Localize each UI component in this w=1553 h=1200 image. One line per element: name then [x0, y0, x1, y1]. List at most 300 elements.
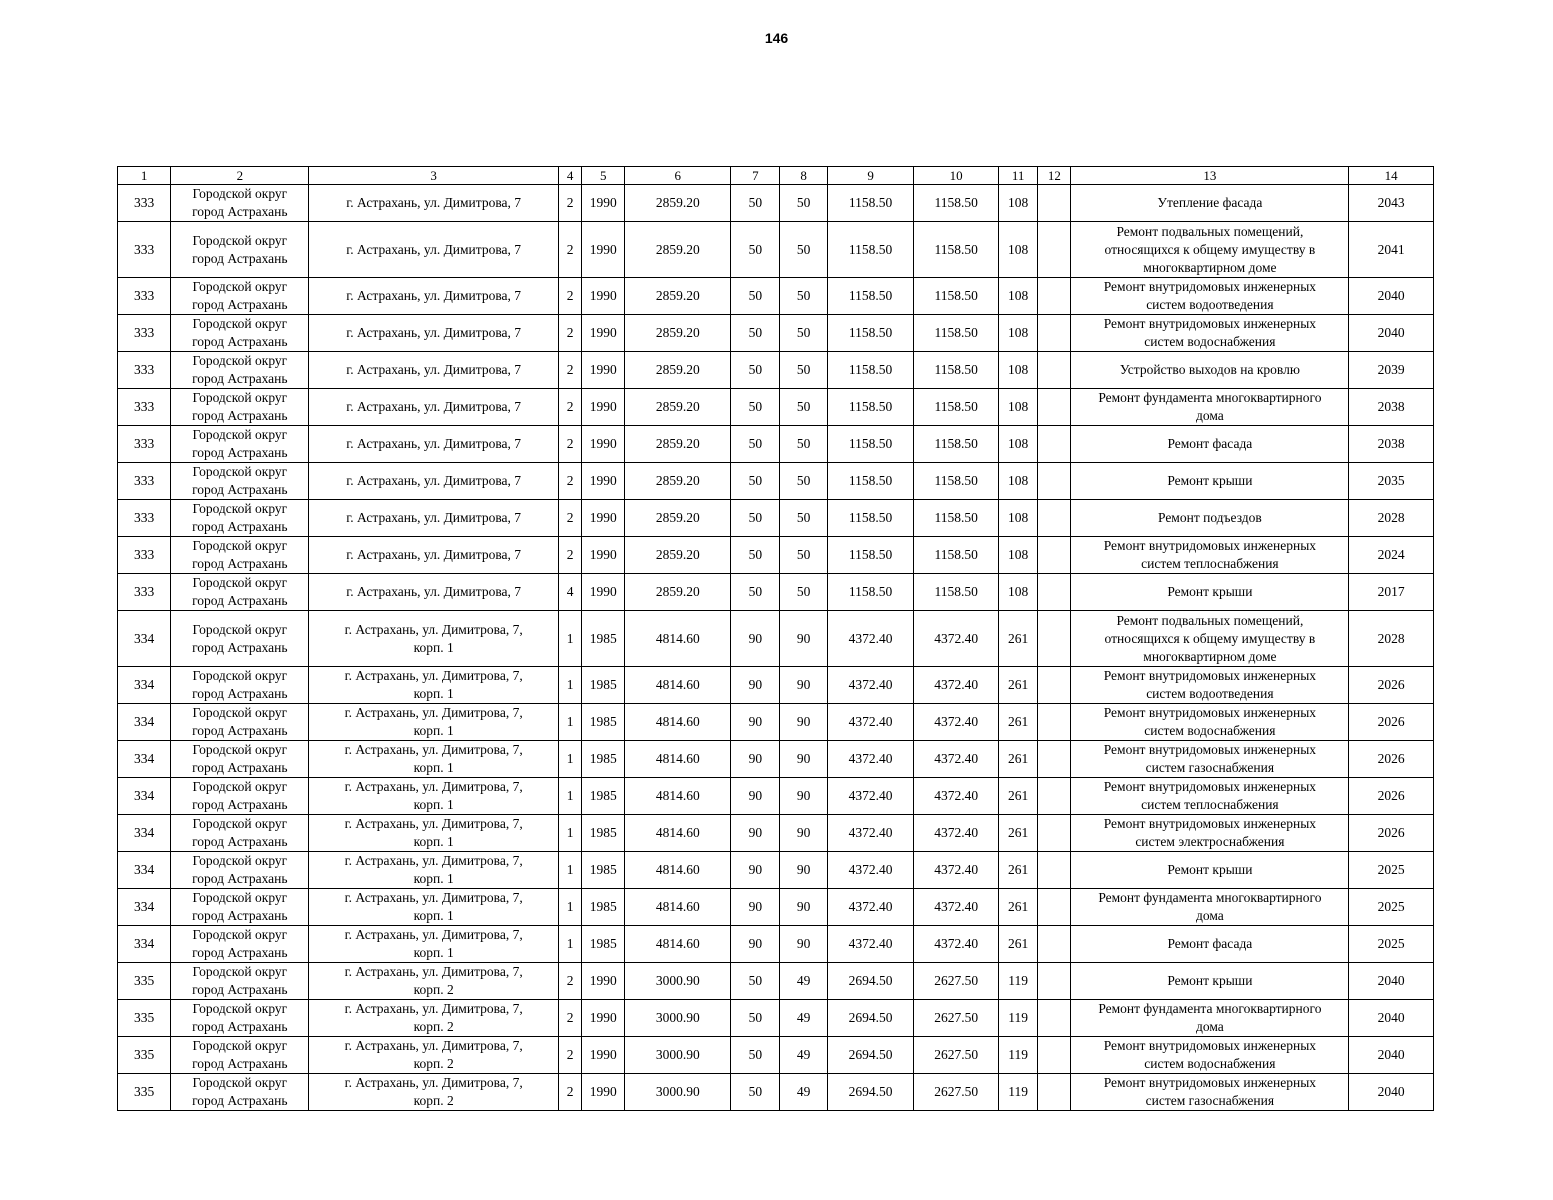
table-row [118, 1074, 1434, 1111]
work-type-cell [1071, 741, 1349, 778]
work-type-line: Ремонт внутридомовых инженерных [1103, 1038, 1317, 1053]
municipality-line: город Астрахань [192, 445, 288, 460]
planned-year-cell: 2026 [1349, 815, 1434, 852]
municipality-line: Городской округ [192, 779, 288, 794]
address-cell [309, 574, 559, 611]
year-cell: 1985 [582, 611, 625, 667]
living-area-cell: 2694.50 [827, 963, 914, 1000]
living-area-cell: 4372.40 [827, 704, 914, 741]
col12-cell [1038, 926, 1071, 963]
municipality-line: Городской округ [192, 668, 288, 683]
year-cell: 1985 [582, 704, 625, 741]
planned-year-cell: 2038 [1349, 426, 1434, 463]
record-number-cell: 335 [118, 963, 171, 1000]
living-area-cell: 1158.50 [827, 185, 914, 222]
address-line: г. Астрахань, ул. Димитрова, 7 [346, 399, 522, 414]
address-cell [309, 222, 559, 278]
flats-private-cell: 90 [780, 741, 827, 778]
municipality-line: Городской округ [192, 353, 288, 368]
municipality-line: город Астрахань [192, 1019, 288, 1034]
year-cell: 1990 [582, 278, 625, 315]
flats-cell: 90 [731, 667, 780, 704]
address-line: г. Астрахань, ул. Димитрова, 7 [346, 325, 522, 340]
flats-cell: 50 [731, 1074, 780, 1111]
work-type-cell [1071, 537, 1349, 574]
floors-cell: 2 [559, 963, 582, 1000]
municipality-line: город Астрахань [192, 297, 288, 312]
flats-private-cell: 49 [780, 963, 827, 1000]
floors-cell: 2 [559, 500, 582, 537]
municipality-line: город Астрахань [192, 945, 288, 960]
floors-cell: 2 [559, 278, 582, 315]
floors-cell: 1 [559, 704, 582, 741]
total-area-cell: 4814.60 [625, 889, 731, 926]
flats-private-cell: 90 [780, 667, 827, 704]
col12-cell [1038, 815, 1071, 852]
address-cell [309, 963, 559, 1000]
record-number-cell: 333 [118, 278, 171, 315]
table-row [118, 704, 1434, 741]
planned-year-cell: 2043 [1349, 185, 1434, 222]
year-cell: 1985 [582, 667, 625, 704]
address-line: г. Астрахань, ул. Димитрова, 7, [344, 964, 523, 979]
address-line: г. Астрахань, ул. Димитрова, 7, [344, 705, 523, 720]
work-type-line: Ремонт крыши [1167, 473, 1253, 488]
total-area-cell: 2859.20 [625, 574, 731, 611]
residents-cell: 108 [998, 352, 1037, 389]
address-cell [309, 315, 559, 352]
record-number-cell: 333 [118, 389, 171, 426]
table-row [118, 889, 1434, 926]
municipality-cell [171, 315, 309, 352]
living-area-cell: 1158.50 [827, 222, 914, 278]
work-type-line: Ремонт фасада [1167, 436, 1253, 451]
living-area-cell: 1158.50 [827, 537, 914, 574]
flats-cell: 90 [731, 852, 780, 889]
year-cell: 1985 [582, 852, 625, 889]
col12-cell [1038, 852, 1071, 889]
table-row [118, 426, 1434, 463]
work-type-line: Ремонт подвальных помещений, [1116, 223, 1304, 239]
record-number-cell: 333 [118, 315, 171, 352]
work-type-cell [1071, 278, 1349, 315]
total-area-cell: 3000.90 [625, 963, 731, 1000]
living-area-private-cell: 1158.50 [914, 389, 999, 426]
municipality-line: город Астрахань [192, 1093, 288, 1108]
planned-year-cell: 2026 [1349, 667, 1434, 704]
address-cell [309, 852, 559, 889]
year-cell: 1990 [582, 1074, 625, 1111]
work-type-cell [1071, 1000, 1349, 1037]
address-cell [309, 926, 559, 963]
municipality-line: город Астрахань [192, 639, 288, 655]
municipality-line: Городской округ [192, 186, 288, 201]
work-type-line: относящихся к общему имуществу в [1104, 630, 1316, 646]
flats-private-cell: 50 [780, 352, 827, 389]
flats-cell: 50 [731, 278, 780, 315]
municipality-cell [171, 1037, 309, 1074]
col12-cell [1038, 278, 1071, 315]
municipality-cell [171, 185, 309, 222]
header-cell: 12 [1038, 167, 1071, 185]
record-number-cell: 334 [118, 611, 171, 667]
work-type-line: дома [1195, 408, 1224, 423]
floors-cell: 2 [559, 1074, 582, 1111]
floors-cell: 2 [559, 537, 582, 574]
living-area-private-cell: 4372.40 [914, 815, 999, 852]
work-type-cell [1071, 704, 1349, 741]
work-type-line: систем водоотведения [1146, 297, 1274, 312]
work-type-line: дома [1195, 1019, 1224, 1034]
work-type-cell [1071, 963, 1349, 1000]
flats-cell: 50 [731, 500, 780, 537]
floors-cell: 1 [559, 741, 582, 778]
flats-cell: 50 [731, 1000, 780, 1037]
municipality-line: город Астрахань [192, 408, 288, 423]
address-cell [309, 185, 559, 222]
residents-cell: 108 [998, 315, 1037, 352]
residents-cell: 261 [998, 926, 1037, 963]
floors-cell: 1 [559, 611, 582, 667]
year-cell: 1990 [582, 315, 625, 352]
work-type-cell [1071, 463, 1349, 500]
municipality-line: Городской округ [192, 742, 288, 757]
year-cell: 1990 [582, 222, 625, 278]
flats-cell: 50 [731, 315, 780, 352]
address-line: корп. 1 [413, 686, 454, 701]
address-line: г. Астрахань, ул. Димитрова, 7, [344, 621, 523, 637]
planned-year-cell: 2035 [1349, 463, 1434, 500]
municipality-line: город Астрахань [192, 593, 288, 608]
flats-cell: 90 [731, 741, 780, 778]
flats-private-cell: 49 [780, 1000, 827, 1037]
work-type-line: многоквартирном доме [1143, 648, 1277, 664]
municipality-line: Городской округ [192, 705, 288, 720]
address-line: г. Астрахань, ул. Димитрова, 7 [346, 436, 522, 451]
year-cell: 1990 [582, 463, 625, 500]
municipality-line: Городской округ [192, 927, 288, 942]
col12-cell [1038, 537, 1071, 574]
work-type-line: систем теплоснабжения [1141, 556, 1279, 571]
year-cell: 1985 [582, 926, 625, 963]
address-line: корп. 2 [413, 1019, 454, 1034]
table-row [118, 741, 1434, 778]
work-type-line: Ремонт внутридомовых инженерных [1103, 742, 1317, 757]
living-area-cell: 4372.40 [827, 778, 914, 815]
work-type-line: Утепление фасада [1157, 195, 1263, 210]
work-type-line: Ремонт внутридомовых инженерных [1103, 668, 1317, 683]
address-cell [309, 352, 559, 389]
work-type-cell [1071, 500, 1349, 537]
record-number-cell: 334 [118, 852, 171, 889]
address-line: г. Астрахань, ул. Димитрова, 7 [346, 473, 522, 488]
header-cell: 6 [625, 167, 731, 185]
total-area-cell: 3000.90 [625, 1037, 731, 1074]
floors-cell: 1 [559, 926, 582, 963]
planned-year-cell: 2028 [1349, 611, 1434, 667]
living-area-private-cell: 1158.50 [914, 426, 999, 463]
municipality-line: Городской округ [192, 1001, 288, 1016]
address-cell [309, 667, 559, 704]
municipality-line: город Астрахань [192, 982, 288, 997]
work-type-cell [1071, 315, 1349, 352]
total-area-cell: 4814.60 [625, 778, 731, 815]
total-area-cell: 2859.20 [625, 315, 731, 352]
record-number-cell: 334 [118, 815, 171, 852]
work-type-line: Устройство выходов на кровлю [1119, 362, 1300, 377]
address-cell [309, 278, 559, 315]
total-area-cell: 4814.60 [625, 926, 731, 963]
col12-cell [1038, 1074, 1071, 1111]
address-line: г. Астрахань, ул. Димитрова, 7, [344, 742, 523, 757]
municipality-line: Городской округ [192, 279, 288, 294]
flats-private-cell: 50 [780, 222, 827, 278]
address-line: г. Астрахань, ул. Димитрова, 7, [344, 816, 523, 831]
work-type-line: систем газоснабжения [1145, 1093, 1275, 1108]
floors-cell: 1 [559, 815, 582, 852]
municipality-line: Городской округ [192, 964, 288, 979]
address-line: г. Астрахань, ул. Димитрова, 7, [344, 890, 523, 905]
living-area-private-cell: 2627.50 [914, 963, 999, 1000]
header-cell: 2 [171, 167, 309, 185]
work-type-line: систем водоснабжения [1144, 334, 1276, 349]
municipality-line: город Астрахань [192, 686, 288, 701]
table-row [118, 500, 1434, 537]
address-line: корп. 1 [413, 945, 454, 960]
flats-private-cell: 50 [780, 278, 827, 315]
floors-cell: 2 [559, 352, 582, 389]
address-line: корп. 2 [413, 1056, 454, 1071]
residents-cell: 261 [998, 815, 1037, 852]
municipality-line: Городской округ [192, 464, 288, 479]
address-cell [309, 463, 559, 500]
flats-cell: 90 [731, 815, 780, 852]
table-row [118, 852, 1434, 889]
flats-private-cell: 49 [780, 1074, 827, 1111]
work-type-line: систем водоотведения [1146, 686, 1274, 701]
col12-cell [1038, 574, 1071, 611]
header-cell: 14 [1349, 167, 1434, 185]
floors-cell: 2 [559, 315, 582, 352]
flats-cell: 90 [731, 611, 780, 667]
work-type-line: Ремонт фасада [1167, 936, 1253, 951]
col12-cell [1038, 1000, 1071, 1037]
record-number-cell: 334 [118, 778, 171, 815]
work-type-line: Ремонт внутридомовых инженерных [1103, 538, 1317, 553]
municipality-line: Городской округ [192, 427, 288, 442]
total-area-cell: 2859.20 [625, 426, 731, 463]
year-cell: 1990 [582, 537, 625, 574]
municipality-cell [171, 574, 309, 611]
municipality-cell [171, 500, 309, 537]
municipality-line: город Астрахань [192, 371, 288, 386]
record-number-cell: 334 [118, 704, 171, 741]
work-type-line: систем теплоснабжения [1141, 797, 1279, 812]
municipality-line: Городской округ [192, 538, 288, 553]
residents-cell: 261 [998, 741, 1037, 778]
address-cell [309, 815, 559, 852]
header-cell: 7 [731, 167, 780, 185]
floors-cell: 2 [559, 389, 582, 426]
col12-cell [1038, 611, 1071, 667]
year-cell: 1985 [582, 778, 625, 815]
address-cell [309, 778, 559, 815]
year-cell: 1990 [582, 185, 625, 222]
col12-cell [1038, 463, 1071, 500]
living-area-private-cell: 1158.50 [914, 278, 999, 315]
total-area-cell: 4814.60 [625, 611, 731, 667]
page-number: 146 [764, 30, 789, 46]
work-type-line: Ремонт внутридомовых инженерных [1103, 779, 1317, 794]
year-cell: 1990 [582, 1000, 625, 1037]
flats-private-cell: 50 [780, 463, 827, 500]
municipality-cell [171, 278, 309, 315]
table-row [118, 389, 1434, 426]
header-cell: 4 [559, 167, 582, 185]
municipality-line: Городской округ [192, 890, 288, 905]
total-area-cell: 2859.20 [625, 500, 731, 537]
address-cell [309, 1037, 559, 1074]
work-type-cell [1071, 185, 1349, 222]
municipality-cell [171, 815, 309, 852]
record-number-cell: 334 [118, 926, 171, 963]
work-type-line: Ремонт фундамента многоквартирного [1098, 1001, 1322, 1016]
floors-cell: 1 [559, 778, 582, 815]
total-area-cell: 2859.20 [625, 222, 731, 278]
planned-year-cell: 2028 [1349, 500, 1434, 537]
work-type-cell [1071, 667, 1349, 704]
header-cell: 5 [582, 167, 625, 185]
floors-cell: 4 [559, 574, 582, 611]
flats-private-cell: 90 [780, 778, 827, 815]
year-cell: 1985 [582, 889, 625, 926]
flats-private-cell: 50 [780, 537, 827, 574]
planned-year-cell: 2040 [1349, 278, 1434, 315]
living-area-private-cell: 1158.50 [914, 500, 999, 537]
address-cell [309, 537, 559, 574]
record-number-cell: 335 [118, 1037, 171, 1074]
work-type-line: Ремонт фундамента многоквартирного [1098, 390, 1322, 405]
flats-cell: 50 [731, 389, 780, 426]
residents-cell: 108 [998, 426, 1037, 463]
living-area-private-cell: 1158.50 [914, 574, 999, 611]
residents-cell: 261 [998, 667, 1037, 704]
year-cell: 1985 [582, 741, 625, 778]
municipality-line: город Астрахань [192, 204, 288, 219]
living-area-cell: 1158.50 [827, 352, 914, 389]
municipality-line: город Астрахань [192, 334, 288, 349]
header-cell: 11 [998, 167, 1037, 185]
year-cell: 1990 [582, 1037, 625, 1074]
address-line: г. Астрахань, ул. Димитрова, 7, [344, 779, 523, 794]
table-row [118, 574, 1434, 611]
record-number-cell: 334 [118, 889, 171, 926]
municipality-cell [171, 667, 309, 704]
address-line: корп. 2 [413, 982, 454, 997]
living-area-cell: 1158.50 [827, 463, 914, 500]
living-area-cell: 2694.50 [827, 1000, 914, 1037]
address-line: корп. 1 [413, 871, 454, 886]
address-line: г. Астрахань, ул. Димитрова, 7, [344, 668, 523, 683]
record-number-cell: 334 [118, 741, 171, 778]
floors-cell: 2 [559, 1037, 582, 1074]
planned-year-cell: 2025 [1349, 889, 1434, 926]
year-cell: 1990 [582, 426, 625, 463]
year-cell: 1990 [582, 963, 625, 1000]
year-cell: 1990 [582, 389, 625, 426]
address-line: корп. 1 [413, 834, 454, 849]
floors-cell: 2 [559, 463, 582, 500]
address-line: г. Астрахань, ул. Димитрова, 7 [346, 547, 522, 562]
work-type-line: Ремонт фундамента многоквартирного [1098, 890, 1322, 905]
work-type-line: многоквартирном доме [1143, 259, 1277, 275]
municipality-line: Городской округ [192, 316, 288, 331]
living-area-private-cell: 1158.50 [914, 537, 999, 574]
record-number-cell: 334 [118, 667, 171, 704]
address-line: г. Астрахань, ул. Димитрова, 7 [346, 288, 522, 303]
municipality-line: город Астрахань [192, 760, 288, 775]
municipality-line: Городской округ [192, 390, 288, 405]
living-area-cell: 4372.40 [827, 611, 914, 667]
total-area-cell: 4814.60 [625, 815, 731, 852]
municipality-cell [171, 741, 309, 778]
living-area-cell: 1158.50 [827, 278, 914, 315]
total-area-cell: 2859.20 [625, 389, 731, 426]
floors-cell: 1 [559, 667, 582, 704]
municipality-line: Городской округ [192, 501, 288, 516]
municipality-cell [171, 889, 309, 926]
col12-cell [1038, 315, 1071, 352]
floors-cell: 2 [559, 222, 582, 278]
residents-cell: 261 [998, 778, 1037, 815]
table-row [118, 278, 1434, 315]
col12-cell [1038, 667, 1071, 704]
living-area-cell: 1158.50 [827, 315, 914, 352]
total-area-cell: 3000.90 [625, 1000, 731, 1037]
address-line: г. Астрахань, ул. Димитрова, 7 [346, 510, 522, 525]
municipality-cell [171, 352, 309, 389]
address-line: корп. 1 [413, 723, 454, 738]
table-row [118, 315, 1434, 352]
flats-cell: 50 [731, 537, 780, 574]
record-number-cell: 333 [118, 537, 171, 574]
planned-year-cell: 2039 [1349, 352, 1434, 389]
address-line: г. Астрахань, ул. Димитрова, 7, [344, 1075, 523, 1090]
header-cell: 8 [780, 167, 827, 185]
col12-cell [1038, 500, 1071, 537]
living-area-private-cell: 1158.50 [914, 185, 999, 222]
record-number-cell: 333 [118, 185, 171, 222]
floors-cell: 2 [559, 426, 582, 463]
col12-cell [1038, 352, 1071, 389]
living-area-private-cell: 2627.50 [914, 1074, 999, 1111]
municipality-line: город Астрахань [192, 556, 288, 571]
flats-cell: 50 [731, 463, 780, 500]
residents-cell: 108 [998, 389, 1037, 426]
residents-cell: 108 [998, 222, 1037, 278]
address-cell [309, 1000, 559, 1037]
planned-year-cell: 2026 [1349, 778, 1434, 815]
year-cell: 1985 [582, 815, 625, 852]
flats-cell: 50 [731, 222, 780, 278]
municipality-cell [171, 1074, 309, 1111]
work-type-cell [1071, 222, 1349, 278]
address-line: корп. 1 [413, 797, 454, 812]
flats-private-cell: 90 [780, 704, 827, 741]
table-row [118, 667, 1434, 704]
floors-cell: 1 [559, 852, 582, 889]
total-area-cell: 2859.20 [625, 185, 731, 222]
